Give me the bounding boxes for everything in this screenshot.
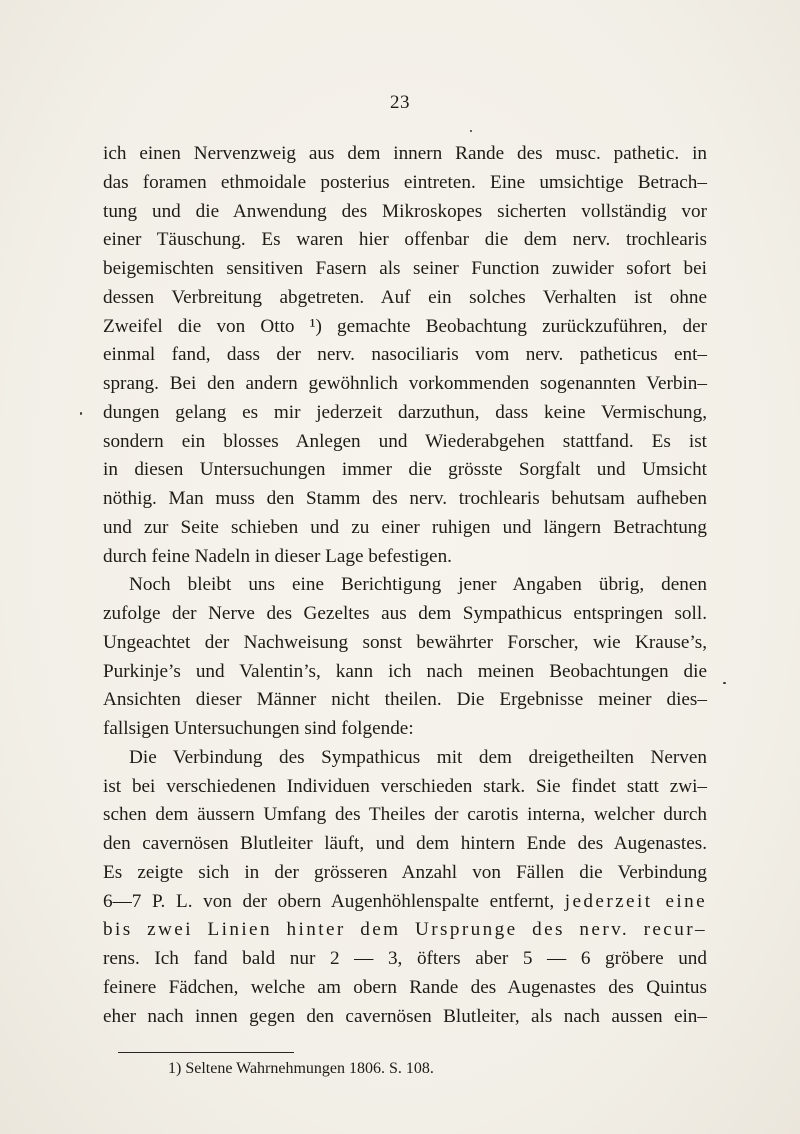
text-line-with-spaced-phrase bbox=[103, 888, 707, 917]
text-line: Ungeachtet der Nachweisung sonst bewährter Forscher, wie Krause’s, bbox=[103, 631, 707, 653]
text-line: Purkinje’s und Valentin’s, kann ich nach meinen Beobachtungen die bbox=[103, 660, 707, 682]
text-line: ist bei verschiedenen Individuen verschieden stark. Sie findet statt zwi– bbox=[103, 775, 707, 797]
text-line: fallsigen Untersuchungen sind folgende: bbox=[103, 718, 414, 739]
text-line: ich einen Nervenzweig aus dem innern Rande des musc. pathetic. in bbox=[103, 143, 707, 164]
text-line: nöthig. Man muss den Stamm des nerv. trochlearis behutsam aufheben bbox=[103, 488, 707, 509]
text-line: sprang. Bei den andern gewöhnlich vorkommenden sogenannten Verbin– bbox=[103, 373, 707, 394]
text-line: dessen Verbreitung abgetreten. Auf ein solches Verhalten ist ohne bbox=[103, 286, 707, 308]
text-line: feinere Fädchen, welche am obern Rande des Augenastes des Quintus bbox=[103, 976, 707, 998]
text-line: Zweifel die von Otto ¹) gemachte Beobachtung zurückzuführen, der bbox=[103, 315, 707, 337]
text-line: und zur Seite schieben und zu einer ruhigen und längern Betrachtung bbox=[103, 516, 707, 538]
text-line: Noch bleibt uns eine Berichtigung jener Angaben übrig, denen bbox=[129, 574, 707, 596]
text-line: Es zeigte sich in der grösseren Anzahl von Fällen die Verbindung bbox=[103, 861, 707, 883]
text-line: den cavernösen Blutleiter läuft, und dem hintern Ende des Augenastes. bbox=[103, 833, 707, 854]
text-line: einmal fand, dass der nerv. nasociliaris vom nerv. patheticus ent– bbox=[103, 344, 707, 366]
text-line: eher nach innen gegen den cavernösen Blutleiter, als nach aussen ein– bbox=[103, 1005, 707, 1027]
text-line: beigemischten sensitiven Fasern als seiner Function zuwider sofort bei bbox=[103, 258, 707, 279]
text-segment: 6—7 P. L. von der obern Augenhöhlenspalte entfernt, bbox=[103, 890, 555, 912]
text-line: Die Verbindung des Sympathicus mit dem dreigetheilten Nerven bbox=[129, 746, 707, 768]
text-line: zufolge der Nerve des Gezeltes aus dem Sympathicus entspringen soll. bbox=[103, 603, 707, 624]
text-line: einer Täuschung. Es waren hier offenbar die dem nerv. trochlearis bbox=[103, 229, 707, 251]
print-speck bbox=[80, 412, 82, 415]
text-line: das foramen ethmoidale posterius eintreten. Eine umsichtige Betrach– bbox=[103, 171, 707, 193]
print-speck bbox=[470, 130, 472, 132]
text-line: dungen gelang es mir jederzeit darzuthun, dass keine Vermischung, bbox=[103, 401, 707, 423]
text-line: schen dem äussern Umfang des Theiles der carotis interna, welcher durch bbox=[103, 804, 707, 826]
footnote-divider bbox=[118, 1052, 294, 1053]
footnote: 1) Seltene Wahrnehmungen 1806. S. 108. bbox=[168, 1060, 434, 1077]
page-number: 23 bbox=[390, 92, 410, 113]
text-line: sondern ein blosses Anlegen und Wiederabgehen stattfand. Es ist bbox=[103, 430, 707, 452]
text-line: in diesen Untersuchungen immer die grösste Sorgfalt und Umsicht bbox=[103, 459, 707, 481]
text-line: Ansichten dieser Männer nicht theilen. Die Ergebnisse meiner dies– bbox=[103, 689, 707, 711]
text-line: durch feine Nadeln in dieser Lage befestigen. bbox=[103, 545, 452, 567]
text-line: rens. Ich fand bald nur 2 — 3, öfters aber 5 — 6 gröbere und bbox=[103, 948, 707, 969]
print-speck bbox=[723, 682, 726, 684]
spaced-phrase: jederzeit eine bbox=[564, 890, 708, 912]
spaced-text-line: bis zwei Linien hinter dem Ursprunge des nerv. recur– bbox=[103, 919, 707, 941]
body-text bbox=[103, 140, 707, 1031]
text-line: tung und die Anwendung des Mikroskopes sicherten vollständig vor bbox=[103, 200, 707, 222]
